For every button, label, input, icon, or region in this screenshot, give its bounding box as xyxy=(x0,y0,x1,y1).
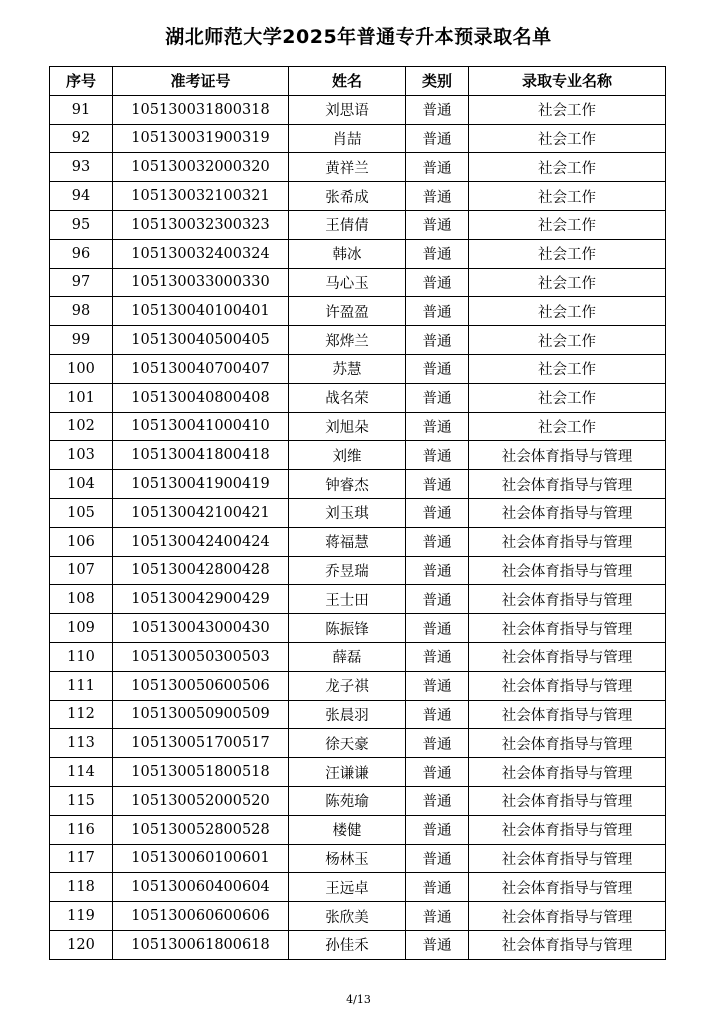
cell-category: 普通 xyxy=(406,383,469,412)
cell-category: 普通 xyxy=(406,873,469,902)
table-row xyxy=(50,354,666,383)
cell-serial: 92 xyxy=(50,124,113,153)
cell-name: 楼健 xyxy=(289,815,406,844)
cell-major: 社会工作 xyxy=(469,326,666,355)
cell-serial: 99 xyxy=(50,326,113,355)
table-row xyxy=(50,527,666,556)
table-row xyxy=(50,470,666,499)
cell-major: 社会体育指导与管理 xyxy=(469,671,666,700)
table-row xyxy=(50,124,666,153)
cell-serial: 104 xyxy=(50,470,113,499)
cell-name: 张欣美 xyxy=(289,902,406,931)
cell-exam-number: 105130050300503 xyxy=(113,642,289,671)
cell-exam-number: 105130052000520 xyxy=(113,786,289,815)
cell-category: 普通 xyxy=(406,527,469,556)
cell-exam-number: 105130033000330 xyxy=(113,268,289,297)
cell-category: 普通 xyxy=(406,297,469,326)
table-row xyxy=(50,556,666,585)
cell-category: 普通 xyxy=(406,210,469,239)
cell-name: 王倩倩 xyxy=(289,210,406,239)
header-category: 类别 xyxy=(406,67,469,96)
cell-major: 社会工作 xyxy=(469,210,666,239)
cell-category: 普通 xyxy=(406,815,469,844)
table-row xyxy=(50,700,666,729)
cell-name: 刘思语 xyxy=(289,95,406,124)
cell-name: 许盈盈 xyxy=(289,297,406,326)
cell-serial: 106 xyxy=(50,527,113,556)
cell-exam-number: 105130060400604 xyxy=(113,873,289,902)
cell-exam-number: 105130051800518 xyxy=(113,758,289,787)
cell-major: 社会工作 xyxy=(469,153,666,182)
cell-name: 陈振锋 xyxy=(289,614,406,643)
cell-serial: 96 xyxy=(50,239,113,268)
table-row xyxy=(50,182,666,211)
cell-exam-number: 105130041800418 xyxy=(113,441,289,470)
cell-serial: 105 xyxy=(50,498,113,527)
cell-serial: 110 xyxy=(50,642,113,671)
cell-exam-number: 105130041000410 xyxy=(113,412,289,441)
table-row xyxy=(50,815,666,844)
table-row xyxy=(50,844,666,873)
cell-major: 社会体育指导与管理 xyxy=(469,700,666,729)
cell-serial: 120 xyxy=(50,930,113,959)
table-row xyxy=(50,412,666,441)
cell-exam-number: 105130040100401 xyxy=(113,297,289,326)
cell-major: 社会体育指导与管理 xyxy=(469,902,666,931)
cell-category: 普通 xyxy=(406,124,469,153)
cell-serial: 108 xyxy=(50,585,113,614)
cell-major: 社会体育指导与管理 xyxy=(469,470,666,499)
cell-major: 社会工作 xyxy=(469,297,666,326)
header-name: 姓名 xyxy=(289,67,406,96)
cell-exam-number: 105130060100601 xyxy=(113,844,289,873)
cell-major: 社会体育指导与管理 xyxy=(469,729,666,758)
cell-serial: 115 xyxy=(50,786,113,815)
cell-category: 普通 xyxy=(406,182,469,211)
cell-category: 普通 xyxy=(406,585,469,614)
cell-category: 普通 xyxy=(406,498,469,527)
header-major: 录取专业名称 xyxy=(469,67,666,96)
cell-category: 普通 xyxy=(406,354,469,383)
table-row xyxy=(50,383,666,412)
cell-exam-number: 105130032300323 xyxy=(113,210,289,239)
cell-serial: 119 xyxy=(50,902,113,931)
cell-serial: 93 xyxy=(50,153,113,182)
cell-exam-number: 105130040800408 xyxy=(113,383,289,412)
cell-category: 普通 xyxy=(406,614,469,643)
cell-major: 社会体育指导与管理 xyxy=(469,527,666,556)
table-row xyxy=(50,614,666,643)
table-row xyxy=(50,671,666,700)
cell-name: 杨林玉 xyxy=(289,844,406,873)
cell-serial: 103 xyxy=(50,441,113,470)
cell-name: 龙子祺 xyxy=(289,671,406,700)
cell-major: 社会体育指导与管理 xyxy=(469,498,666,527)
cell-name: 王远卓 xyxy=(289,873,406,902)
cell-exam-number: 105130031800318 xyxy=(113,95,289,124)
table-row xyxy=(50,268,666,297)
cell-name: 蒋福慧 xyxy=(289,527,406,556)
cell-category: 普通 xyxy=(406,930,469,959)
table-row xyxy=(50,498,666,527)
cell-name: 孙佳禾 xyxy=(289,930,406,959)
cell-major: 社会工作 xyxy=(469,412,666,441)
cell-major: 社会体育指导与管理 xyxy=(469,642,666,671)
cell-serial: 94 xyxy=(50,182,113,211)
table-row xyxy=(50,210,666,239)
cell-serial: 114 xyxy=(50,758,113,787)
cell-major: 社会体育指导与管理 xyxy=(469,786,666,815)
table-row xyxy=(50,642,666,671)
cell-exam-number: 105130040500405 xyxy=(113,326,289,355)
header-exam-number: 准考证号 xyxy=(113,67,289,96)
cell-category: 普通 xyxy=(406,786,469,815)
cell-exam-number: 105130031900319 xyxy=(113,124,289,153)
cell-serial: 116 xyxy=(50,815,113,844)
cell-name: 韩冰 xyxy=(289,239,406,268)
table-header-row xyxy=(50,67,666,96)
table-row xyxy=(50,297,666,326)
cell-major: 社会工作 xyxy=(469,95,666,124)
cell-name: 王士田 xyxy=(289,585,406,614)
cell-serial: 111 xyxy=(50,671,113,700)
page-title: 湖北师范大学2025年普通专升本预录取名单 xyxy=(165,26,552,48)
cell-category: 普通 xyxy=(406,700,469,729)
cell-major: 社会体育指导与管理 xyxy=(469,441,666,470)
cell-exam-number: 105130040700407 xyxy=(113,354,289,383)
cell-name: 张晨羽 xyxy=(289,700,406,729)
cell-major: 社会工作 xyxy=(469,239,666,268)
cell-category: 普通 xyxy=(406,844,469,873)
table-body xyxy=(50,95,666,959)
cell-major: 社会体育指导与管理 xyxy=(469,844,666,873)
table-row xyxy=(50,729,666,758)
cell-name: 张希成 xyxy=(289,182,406,211)
cell-name: 刘维 xyxy=(289,441,406,470)
cell-exam-number: 105130032100321 xyxy=(113,182,289,211)
table-row xyxy=(50,239,666,268)
cell-serial: 91 xyxy=(50,95,113,124)
cell-serial: 98 xyxy=(50,297,113,326)
cell-name: 钟睿杰 xyxy=(289,470,406,499)
cell-major: 社会体育指导与管理 xyxy=(469,556,666,585)
page-number: 4/13 xyxy=(346,993,371,1006)
cell-category: 普通 xyxy=(406,470,469,499)
cell-exam-number: 105130052800528 xyxy=(113,815,289,844)
cell-exam-number: 105130042900429 xyxy=(113,585,289,614)
table-row xyxy=(50,758,666,787)
cell-exam-number: 105130043000430 xyxy=(113,614,289,643)
table-row xyxy=(50,441,666,470)
table-row xyxy=(50,585,666,614)
cell-exam-number: 105130061800618 xyxy=(113,930,289,959)
cell-serial: 118 xyxy=(50,873,113,902)
cell-serial: 102 xyxy=(50,412,113,441)
header-serial: 序号 xyxy=(50,67,113,96)
cell-name: 薛磊 xyxy=(289,642,406,671)
cell-name: 乔昱瑞 xyxy=(289,556,406,585)
table-row xyxy=(50,786,666,815)
cell-name: 刘旭朵 xyxy=(289,412,406,441)
cell-major: 社会工作 xyxy=(469,182,666,211)
cell-name: 刘玉琪 xyxy=(289,498,406,527)
cell-category: 普通 xyxy=(406,441,469,470)
cell-name: 黄祥兰 xyxy=(289,153,406,182)
cell-exam-number: 105130050600506 xyxy=(113,671,289,700)
cell-name: 肖喆 xyxy=(289,124,406,153)
cell-name: 徐天豪 xyxy=(289,729,406,758)
cell-category: 普通 xyxy=(406,95,469,124)
table-row xyxy=(50,873,666,902)
cell-major: 社会体育指导与管理 xyxy=(469,815,666,844)
cell-major: 社会工作 xyxy=(469,383,666,412)
cell-exam-number: 105130032400324 xyxy=(113,239,289,268)
cell-exam-number: 105130042100421 xyxy=(113,498,289,527)
cell-major: 社会体育指导与管理 xyxy=(469,758,666,787)
cell-name: 战名荣 xyxy=(289,383,406,412)
cell-exam-number: 105130051700517 xyxy=(113,729,289,758)
cell-major: 社会体育指导与管理 xyxy=(469,585,666,614)
cell-exam-number: 105130042800428 xyxy=(113,556,289,585)
cell-serial: 101 xyxy=(50,383,113,412)
cell-exam-number: 105130060600606 xyxy=(113,902,289,931)
cell-category: 普通 xyxy=(406,729,469,758)
table-row xyxy=(50,153,666,182)
cell-serial: 95 xyxy=(50,210,113,239)
table-row xyxy=(50,902,666,931)
cell-name: 陈苑瑜 xyxy=(289,786,406,815)
cell-name: 郑烨兰 xyxy=(289,326,406,355)
cell-major: 社会体育指导与管理 xyxy=(469,614,666,643)
table-row xyxy=(50,930,666,959)
cell-category: 普通 xyxy=(406,268,469,297)
cell-name: 马心玉 xyxy=(289,268,406,297)
admission-table xyxy=(49,66,666,960)
cell-name: 苏慧 xyxy=(289,354,406,383)
cell-serial: 117 xyxy=(50,844,113,873)
cell-serial: 97 xyxy=(50,268,113,297)
table-row xyxy=(50,95,666,124)
table-row xyxy=(50,326,666,355)
cell-serial: 109 xyxy=(50,614,113,643)
cell-serial: 100 xyxy=(50,354,113,383)
cell-major: 社会工作 xyxy=(469,354,666,383)
cell-category: 普通 xyxy=(406,153,469,182)
cell-category: 普通 xyxy=(406,642,469,671)
cell-category: 普通 xyxy=(406,556,469,585)
cell-exam-number: 105130042400424 xyxy=(113,527,289,556)
cell-major: 社会工作 xyxy=(469,124,666,153)
cell-category: 普通 xyxy=(406,671,469,700)
cell-major: 社会体育指导与管理 xyxy=(469,873,666,902)
cell-category: 普通 xyxy=(406,412,469,441)
cell-category: 普通 xyxy=(406,758,469,787)
cell-major: 社会工作 xyxy=(469,268,666,297)
cell-serial: 113 xyxy=(50,729,113,758)
cell-category: 普通 xyxy=(406,902,469,931)
cell-exam-number: 105130050900509 xyxy=(113,700,289,729)
cell-exam-number: 105130032000320 xyxy=(113,153,289,182)
cell-exam-number: 105130041900419 xyxy=(113,470,289,499)
cell-category: 普通 xyxy=(406,326,469,355)
cell-serial: 107 xyxy=(50,556,113,585)
cell-name: 汪谦谦 xyxy=(289,758,406,787)
cell-serial: 112 xyxy=(50,700,113,729)
cell-major: 社会体育指导与管理 xyxy=(469,930,666,959)
cell-category: 普通 xyxy=(406,239,469,268)
